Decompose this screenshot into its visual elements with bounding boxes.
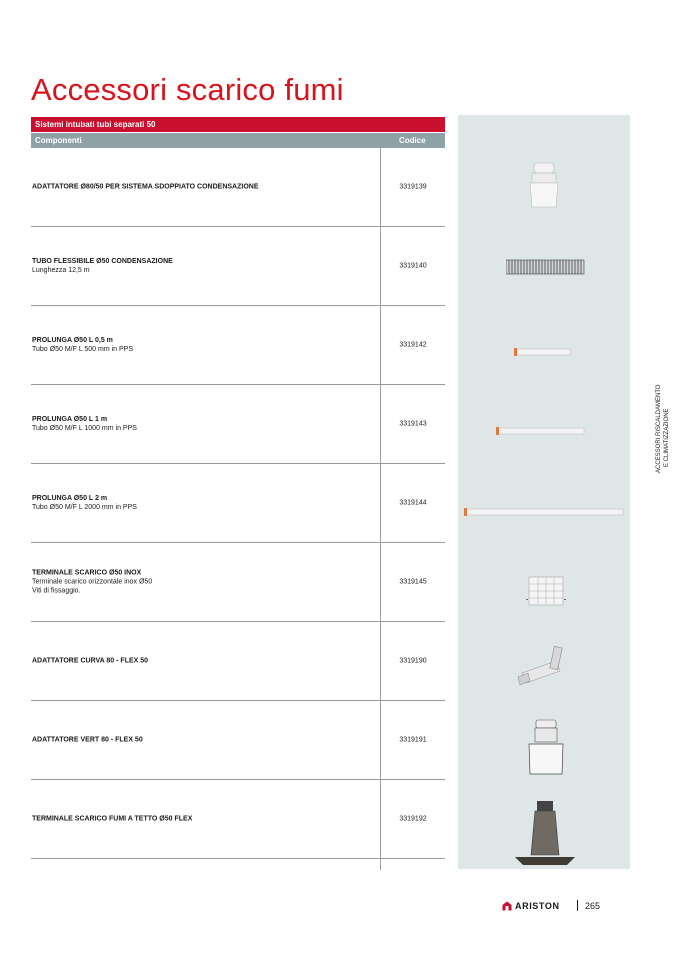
- table-header: [31, 133, 445, 148]
- table-row: [31, 543, 445, 622]
- table-row: [31, 148, 445, 227]
- side-label-line2: E CLIMATIZZAZIONE: [664, 408, 670, 467]
- table-row: [31, 306, 445, 385]
- brand-logo: [502, 899, 560, 913]
- brand-name: ARISTON: [515, 901, 560, 911]
- roof-terminal-image: [513, 799, 577, 867]
- ariston-logo-icon: [502, 901, 512, 911]
- terminal-inox-image: [526, 575, 566, 609]
- side-label-line1: ACCESSORI RISCALDAMENTO: [656, 384, 662, 473]
- product-name: ADATTATORE Ø80/50 PER SISTEMA SDOPPIATO CONDENSAZIONE: [32, 183, 259, 191]
- page-title: Accessori scarico fumi: [31, 72, 344, 107]
- product-code: 3319140: [399, 262, 427, 270]
- page-number: 265: [585, 901, 601, 911]
- product-images-panel: [458, 115, 630, 869]
- product-name: TERMINALE SCARICO FUMI A TETTO Ø50 FLEX: [32, 815, 193, 823]
- products-table: [31, 148, 445, 859]
- extension-1m-image: [495, 426, 587, 436]
- product-code: 3319144: [399, 499, 427, 507]
- product-name: TUBO FLESSIBILE Ø50 CONDENSAZIONE: [32, 258, 173, 265]
- product-name: TERMINALE SCARICO Ø50 INOX: [32, 569, 142, 577]
- side-section-label: [653, 384, 673, 475]
- product-detail: Terminale scarico orizzontale inox Ø50: [32, 578, 153, 586]
- table-row: [31, 701, 445, 780]
- adapter-image: [526, 161, 566, 211]
- product-name: ADATTATORE VERT 80 - FLEX 50: [32, 736, 143, 744]
- product-name: PROLUNGA Ø50 L 0,5 m: [32, 337, 113, 344]
- curve-adapter-image: [516, 643, 572, 689]
- extension-05m-image: [513, 347, 573, 357]
- column-divider: [380, 148, 381, 870]
- product-code: 3319190: [399, 657, 427, 665]
- table-row: [31, 780, 445, 859]
- vertical-adapter-image: [524, 718, 568, 778]
- product-detail: Tubo Ø50 M/F L 500 mm in PPS: [32, 346, 134, 353]
- product-code: 3319139: [399, 183, 427, 191]
- column-components: Componenti: [35, 136, 82, 145]
- product-name: PROLUNGA Ø50 L 1 m: [32, 416, 108, 423]
- flex-tube-image: [506, 256, 586, 280]
- product-code: 3319145: [399, 578, 427, 586]
- section-header: Sistemi intubati tubi separati 50: [31, 117, 445, 132]
- product-code: 3319192: [399, 815, 427, 823]
- product-name: PROLUNGA Ø50 L 2 m: [32, 495, 108, 502]
- product-code: 3319191: [399, 736, 427, 744]
- product-detail: Tubo Ø50 M/F L 2000 mm in PPS: [32, 504, 137, 511]
- product-code: 3319142: [399, 341, 427, 349]
- product-detail: Tubo Ø50 M/F L 1000 mm in PPS: [32, 425, 137, 432]
- extension-2m-image: [463, 507, 625, 517]
- product-name: ADATTATORE CURVA 80 - FLEX 50: [32, 657, 149, 665]
- table-row: [31, 227, 445, 306]
- table-row: [31, 622, 445, 701]
- table-row: [31, 464, 445, 543]
- product-detail: Lunghezza 12,5 m: [32, 267, 90, 274]
- product-code: 3319143: [399, 420, 427, 428]
- column-code: Codice: [399, 136, 426, 145]
- table-row: [31, 385, 445, 464]
- footer-separator: [577, 900, 578, 911]
- product-detail: Viti di fissaggio.: [32, 587, 81, 595]
